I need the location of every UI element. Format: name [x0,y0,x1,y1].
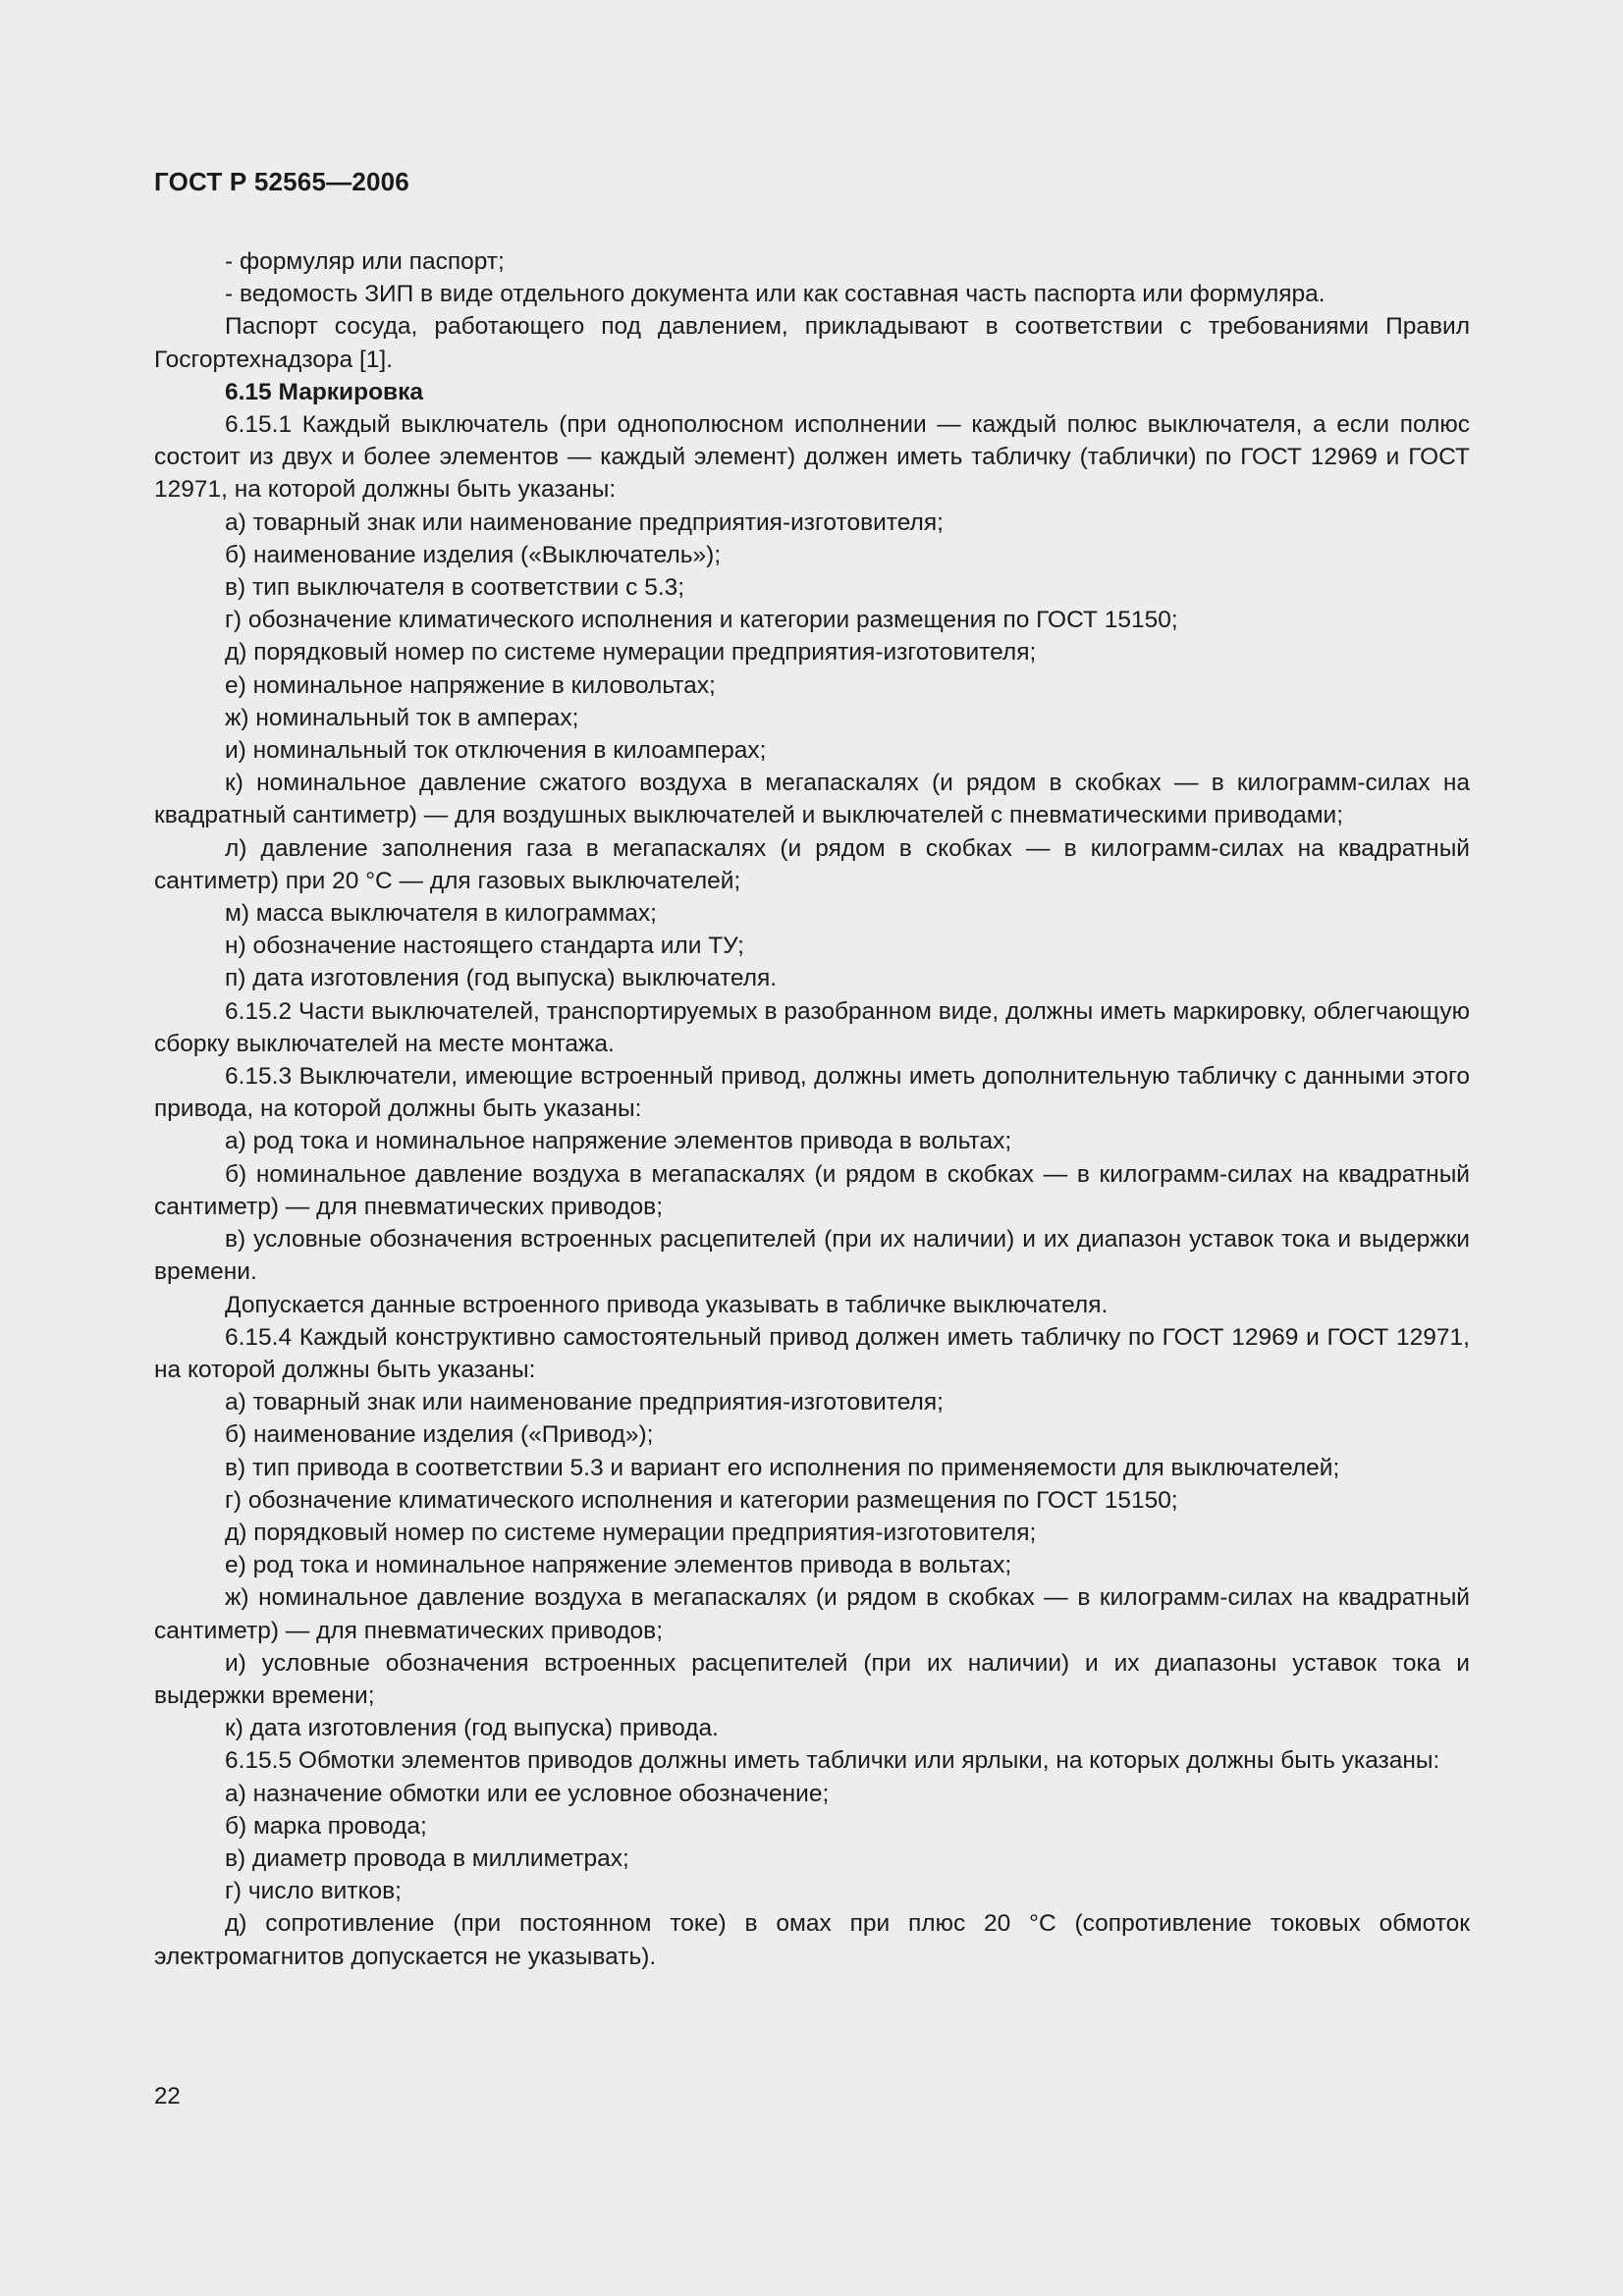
paragraph: к) номинальное давление сжатого воздуха в мегапаскалях (и рядом в скобках — в килограмм-силах на квадратный сантиметр) — для воздушных выключателей и выключателей с пневматическими приводами; [154,770,1470,829]
paragraph: 6.15.2 Части выключателей, транспортируемых в разобранном виде, должны иметь маркировку, облегчающую сборку выключателей на месте монтажа. [154,997,1470,1057]
paragraph: г) обозначение климатического исполнения и категории размещения по ГОСТ 15150; [225,1486,1178,1514]
paragraph: в) тип привода в соответствии 5.3 и вариант его исполнения по применяемости для выключателей; [225,1454,1340,1481]
paragraph: б) наименование изделия («Выключатель»); [225,541,722,568]
paragraph: ж) номинальное давление воздуха в мегапаскалях (и рядом в скобках — в килограмм-силах на квадратный сантиметр) — для пневматических приводов; [154,1584,1470,1644]
paragraph: б) наименование изделия («Привод»); [225,1421,654,1449]
paragraph: а) назначение обмотки или ее условное обозначение; [225,1780,830,1807]
paragraph: к) дата изготовления (год выпуска) привода. [225,1715,719,1742]
paragraph: 6.15.4 Каждый конструктивно самостоятельный привод должен иметь табличку по ГОСТ 12969 и ГОСТ 12971, на которой должны быть указаны: [154,1323,1470,1383]
paragraph: д) сопротивление (при постоянном токе) в омах при плюс 20 °С (сопротивление токовых обмоток электромагнитов допускается не указывать). [154,1910,1470,1970]
paragraph: г) число витков; [225,1878,402,1905]
paragraph: м) масса выключателя в килограммах; [225,900,657,928]
paragraph: и) условные обозначения встроенных расцепителей (при их наличии) и их диапазоны уставок тока и выдержки времени; [154,1649,1470,1709]
paragraph: ж) номинальный ток в амперах; [225,704,579,731]
paragraph: в) тип выключателя в соответствии с 5.3; [225,574,685,602]
paragraph: а) род тока и номинальное напряжение элементов привода в вольтах; [225,1128,1012,1155]
paragraph: 6.15.3 Выключатели, имеющие встроенный привод, должны иметь дополнительную табличку с данными этого привода, на которой должны быть указаны: [154,1063,1470,1123]
document-body [154,245,1470,1973]
paragraph: в) условные обозначения встроенных расцепителей (при их наличии) и их диапазон уставок тока и выдержки времени. [154,1226,1470,1286]
paragraph: Паспорт сосуда, работающего под давлением, прикладывают в соответствии с требованиями Правил Госгортехнадзора [1]. [154,313,1470,373]
paragraph: а) товарный знак или наименование предприятия-изготовителя; [225,1389,944,1416]
paragraph: в) диаметр провода в миллиметрах; [225,1844,629,1872]
paragraph: е) номинальное напряжение в киловольтах; [225,671,716,699]
paragraph: л) давление заполнения газа в мегапаскалях (и рядом в скобках — в килограмм-силах на квадратный сантиметр) при 20 °С — для газовых выключателей; [154,834,1470,894]
paragraph: д) порядковый номер по системе нумерации предприятия-изготовителя; [225,1519,1037,1546]
document-header: ГОСТ Р 52565—2006 [154,167,409,196]
paragraph: г) обозначение климатического исполнения и категории размещения по ГОСТ 15150; [225,607,1178,634]
paragraph: 6.15.1 Каждый выключатель (при однополюсном исполнении — каждый полюс выключателя, а если полюс состоит из двух и более элементов — каждый элемент) должен иметь табличку (таблички) по ГОСТ 12969 и ГОСТ 12971, на которой должны быть указаны: [154,411,1470,504]
paragraph: и) номинальный ток отключения в килоамперах; [225,737,767,765]
paragraph: - формуляр или паспорт; [225,248,505,275]
paragraph: а) товарный знак или наименование предприятия-изготовителя; [225,508,944,536]
paragraph: б) марка провода; [225,1812,427,1840]
paragraph: - ведомость ЗИП в виде отдельного документа или как составная часть паспорта или формуляра. [225,281,1325,308]
paragraph: 6.15.5 Обмотки элементов приводов должны иметь таблички или ярлыки, на которых должны быть указаны: [225,1747,1440,1775]
paragraph: б) номинальное давление воздуха в мегапаскалях (и рядом в скобках — в килограмм-силах на квадратный сантиметр) — для пневматических приводов; [154,1160,1470,1220]
paragraph: Допускается данные встроенного привода указывать в табличке выключателя. [225,1291,1109,1318]
section-heading: 6.15 Маркировка [225,378,423,405]
paragraph: д) порядковый номер по системе нумерации предприятия-изготовителя; [225,639,1037,667]
paragraph: н) обозначение настоящего стандарта или ТУ; [225,933,744,960]
page-number: 22 [154,2083,181,2109]
paragraph: п) дата изготовления (год выпуска) выключателя. [225,965,778,992]
paragraph: е) род тока и номинальное напряжение элементов привода в вольтах; [225,1552,1012,1579]
